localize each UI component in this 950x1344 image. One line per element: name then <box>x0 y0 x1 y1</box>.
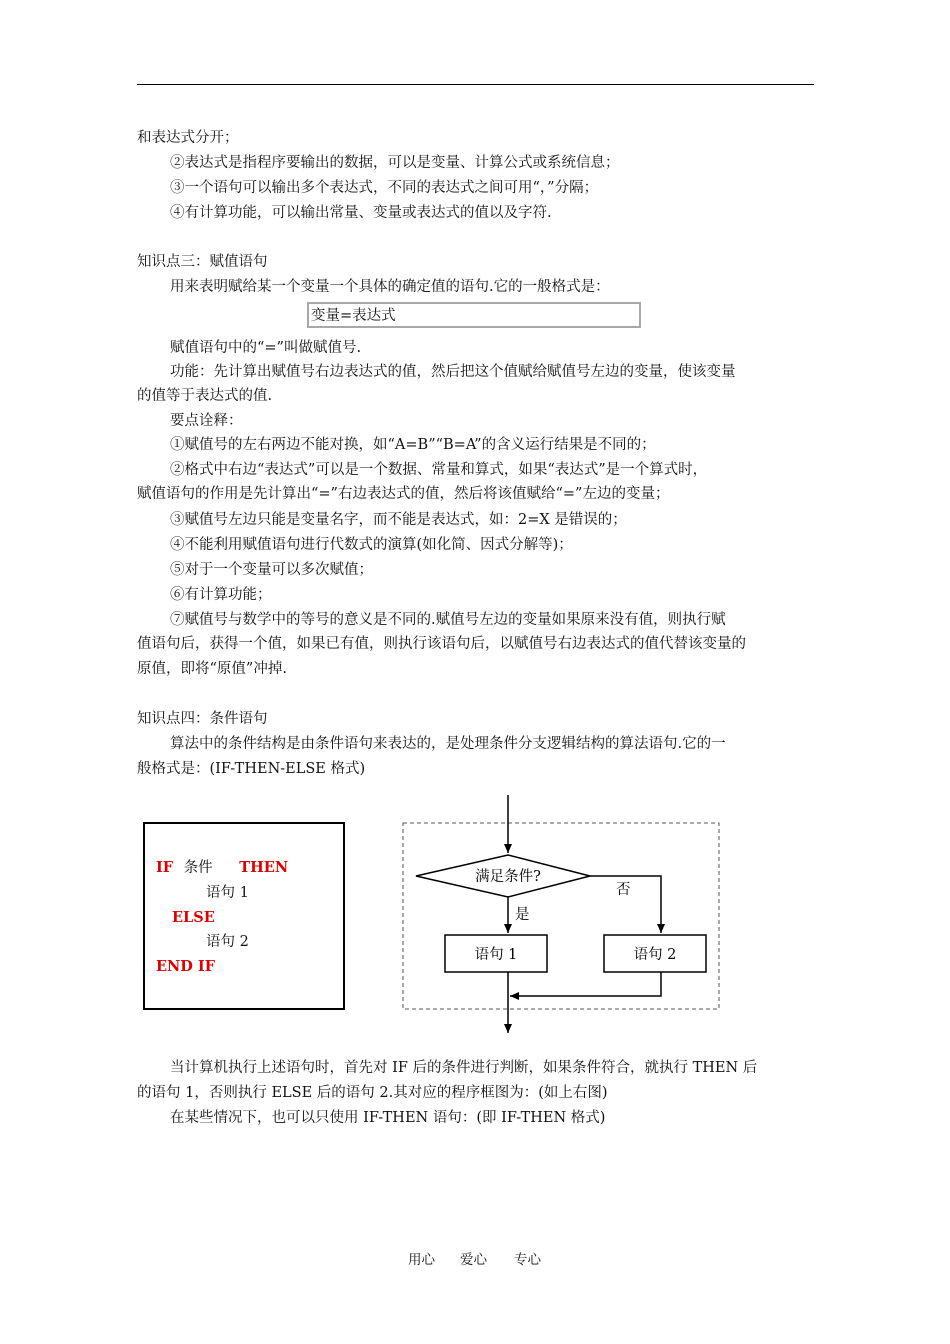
statement-1-label: 语句 1 <box>474 947 518 963</box>
code-else-keyword: ELSE <box>172 909 215 926</box>
text-line: 算法中的条件结构是由条件语句来表达的，是处理条件分支逻辑结构的算法语句.它的一 <box>170 736 726 752</box>
code-statement-2: 语句 2 <box>206 934 249 950</box>
text-line: 般格式是：(IF-THEN-ELSE 格式) <box>137 761 366 777</box>
text-line: 赋值语句中的“=”叫做赋值号. <box>170 340 362 356</box>
footer-text-2: 爱心 <box>460 1252 487 1268</box>
text-line: ⑦赋值号与数学中的等号的意义是不同的.赋值号左边的变量如果原来没有值，则执行赋 <box>170 612 726 628</box>
footer-text-1: 用心 <box>408 1252 435 1268</box>
text-line: 当计算机执行上述语句时，首先对 IF 后的条件进行判断，如果条件符合，就执行 THEN 后 <box>170 1060 758 1076</box>
if-then-else-code-box <box>143 822 345 1010</box>
text-line: ③赋值号左边只能是变量名字，而不能是表达式，如：2=X 是错误的； <box>170 512 627 528</box>
text-line: 和表达式分开； <box>137 130 239 146</box>
format-text: 变量=表达式 <box>311 308 396 324</box>
code-end-if-keyword: END IF <box>156 958 216 975</box>
text-line: 用来表明赋给某一个变量一个具体的确定值的语句.它的一般格式是： <box>170 279 610 295</box>
text-line: 值语句后，获得一个值，如果已有值，则执行该语句后，以赋值号右边表达式的值代替该变量的 <box>137 636 746 652</box>
text-line: 的值等于表达式的值. <box>137 388 273 404</box>
code-condition: 条件 <box>183 860 213 876</box>
section-heading-3: 知识点三：赋值语句 <box>137 254 268 270</box>
text-line: 赋值语句的作用是先计算出“=”右边表达式的值，然后将该值赋给“=”左边的变量； <box>137 486 670 502</box>
header-rule <box>137 84 814 85</box>
text-line: ④有计算功能，可以输出常量、变量或表达式的值以及字符. <box>170 205 552 221</box>
code-if-line <box>156 858 288 878</box>
text-line: 的语句 1，否则执行 ELSE 后的语句 2.其对应的程序框图为：(如上右图) <box>137 1085 608 1101</box>
format-box <box>307 302 641 328</box>
text-line: ⑤对于一个变量可以多次赋值； <box>170 562 373 578</box>
text-line: ②表达式是指程序要输出的数据，可以是变量、计算公式或系统信息； <box>170 155 620 171</box>
text-line: ③一个语句可以输出多个表达式，不同的表达式之间可用“，”分隔； <box>170 180 599 196</box>
text-line: ⑥有计算功能； <box>170 587 272 603</box>
text-line: 要点诠释： <box>170 413 243 429</box>
text-line: ④不能利用赋值语句进行代数式的演算(如化简、因式分解等)； <box>170 537 573 553</box>
flowchart-dashed-frame <box>403 823 719 1009</box>
text-line: 原值，即将“原值”冲掉. <box>137 661 287 677</box>
code-if-keyword: IF <box>156 859 174 876</box>
code-then-keyword: THEN <box>239 859 289 876</box>
text-line: ②格式中右边“表达式”可以是一个数据、常量和算式，如果“表达式”是一个算式时， <box>170 462 708 478</box>
decision-label: 满足条件? <box>475 869 541 885</box>
section-heading-4: 知识点四：条件语句 <box>137 711 268 727</box>
footer-text-3: 专心 <box>514 1252 541 1268</box>
merge-arrow <box>510 972 661 996</box>
text-line: 在某些情况下，也可以只使用 IF-THEN 语句：(即 IF-THEN 格式) <box>170 1110 606 1126</box>
text-line: ①赋值号的左右两边不能对换，如“A=B”“B=A”的含义运行结果是不同的； <box>170 437 656 453</box>
text-line: 功能：先计算出赋值号右边表达式的值，然后把这个值赋给赋值号左边的变量，使该变量 <box>170 364 736 380</box>
statement-2-label: 语句 2 <box>633 947 677 963</box>
code-statement-1: 语句 1 <box>206 885 249 901</box>
yes-label: 是 <box>515 907 530 923</box>
flowchart <box>395 795 730 1040</box>
no-label: 否 <box>616 882 631 898</box>
